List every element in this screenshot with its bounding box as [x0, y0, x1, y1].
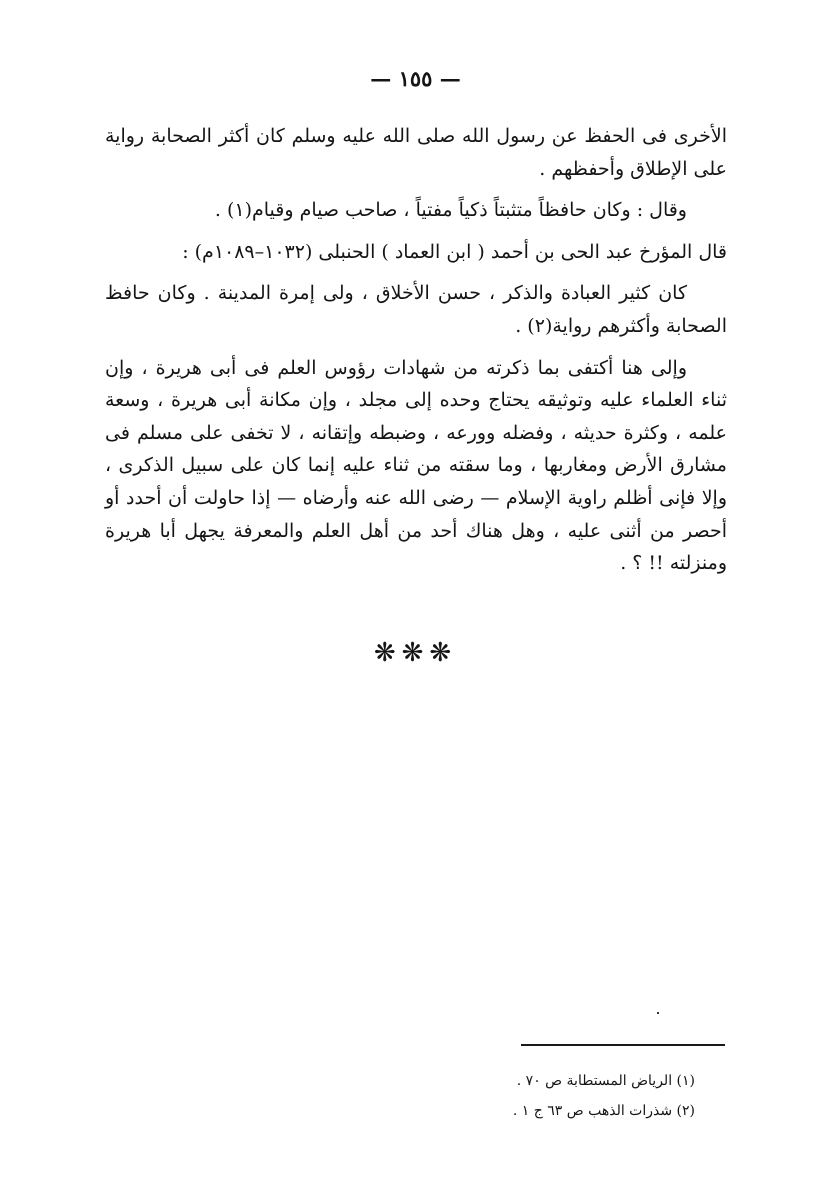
footnote-divider: [521, 1044, 725, 1046]
paragraph-1: الأخرى فى الحفظ عن رسول الله صلى الله عليه وسلم كان أكثر الصحابة رواية على الإطلاق وأحفظهم .: [105, 125, 727, 180]
footnote-2: (٢) شذرات الذهب ص ٦٣ ج ١ .: [512, 1103, 695, 1119]
paragraph-4: كان كثير العبادة والذكر ، حسن الأخلاق ، ولى إمرة المدينة . وكان حافظ الصحابة وأكثرهم رواية(٢) .: [105, 282, 727, 337]
paragraph-2: وقال : وكان حافظاً متثبتاً ذكياً مفتياً ، صاحب صيام وقيام(١) .: [214, 199, 687, 222]
paragraph-3: قال المؤرخ عبد الحى بن أحمد ( ابن العماد ) الحنبلى (١٠٣٢–١٠٨٩م) :: [182, 240, 727, 263]
paragraph-5: وإلى هنا أكتفى بما ذكرته من شهادات رؤوس العلم فى أبى هريرة ، وإن ثناء العلماء عليه وتوثيقه يحتاج وحده إلى مجلد ، وإن مكانة أبى هريرة ، وسعة علمه ، وكثرة حديثه ، وفضله وورعه ، وضبطه وإتقانه ، لا تخفى على مسلم فى مشارق الأرض ومغاربها ، وما سقته من ثناء عليه إنما كان على سبيل الذكرى ، وإلا فإنى أظلم راوية الإسلام — رضى الله عنه وأرضاه — إذا حاولت أن أحدد أو أحصر من أثنى عليه ، وهل هناك أحد من أهل العلم والمعرفة يجهل أبا هريرة ومنزلته !! ؟ .: [105, 356, 727, 575]
main-text: [105, 120, 727, 580]
page-number: — ١٥٥ —: [370, 66, 461, 91]
footnote-1: (١) الرياض المستطابة ص ٧٠ .: [516, 1073, 695, 1089]
footnotes: [395, 1066, 695, 1126]
section-separator: ❋❋❋: [373, 638, 458, 668]
print-speck: [657, 1012, 659, 1014]
